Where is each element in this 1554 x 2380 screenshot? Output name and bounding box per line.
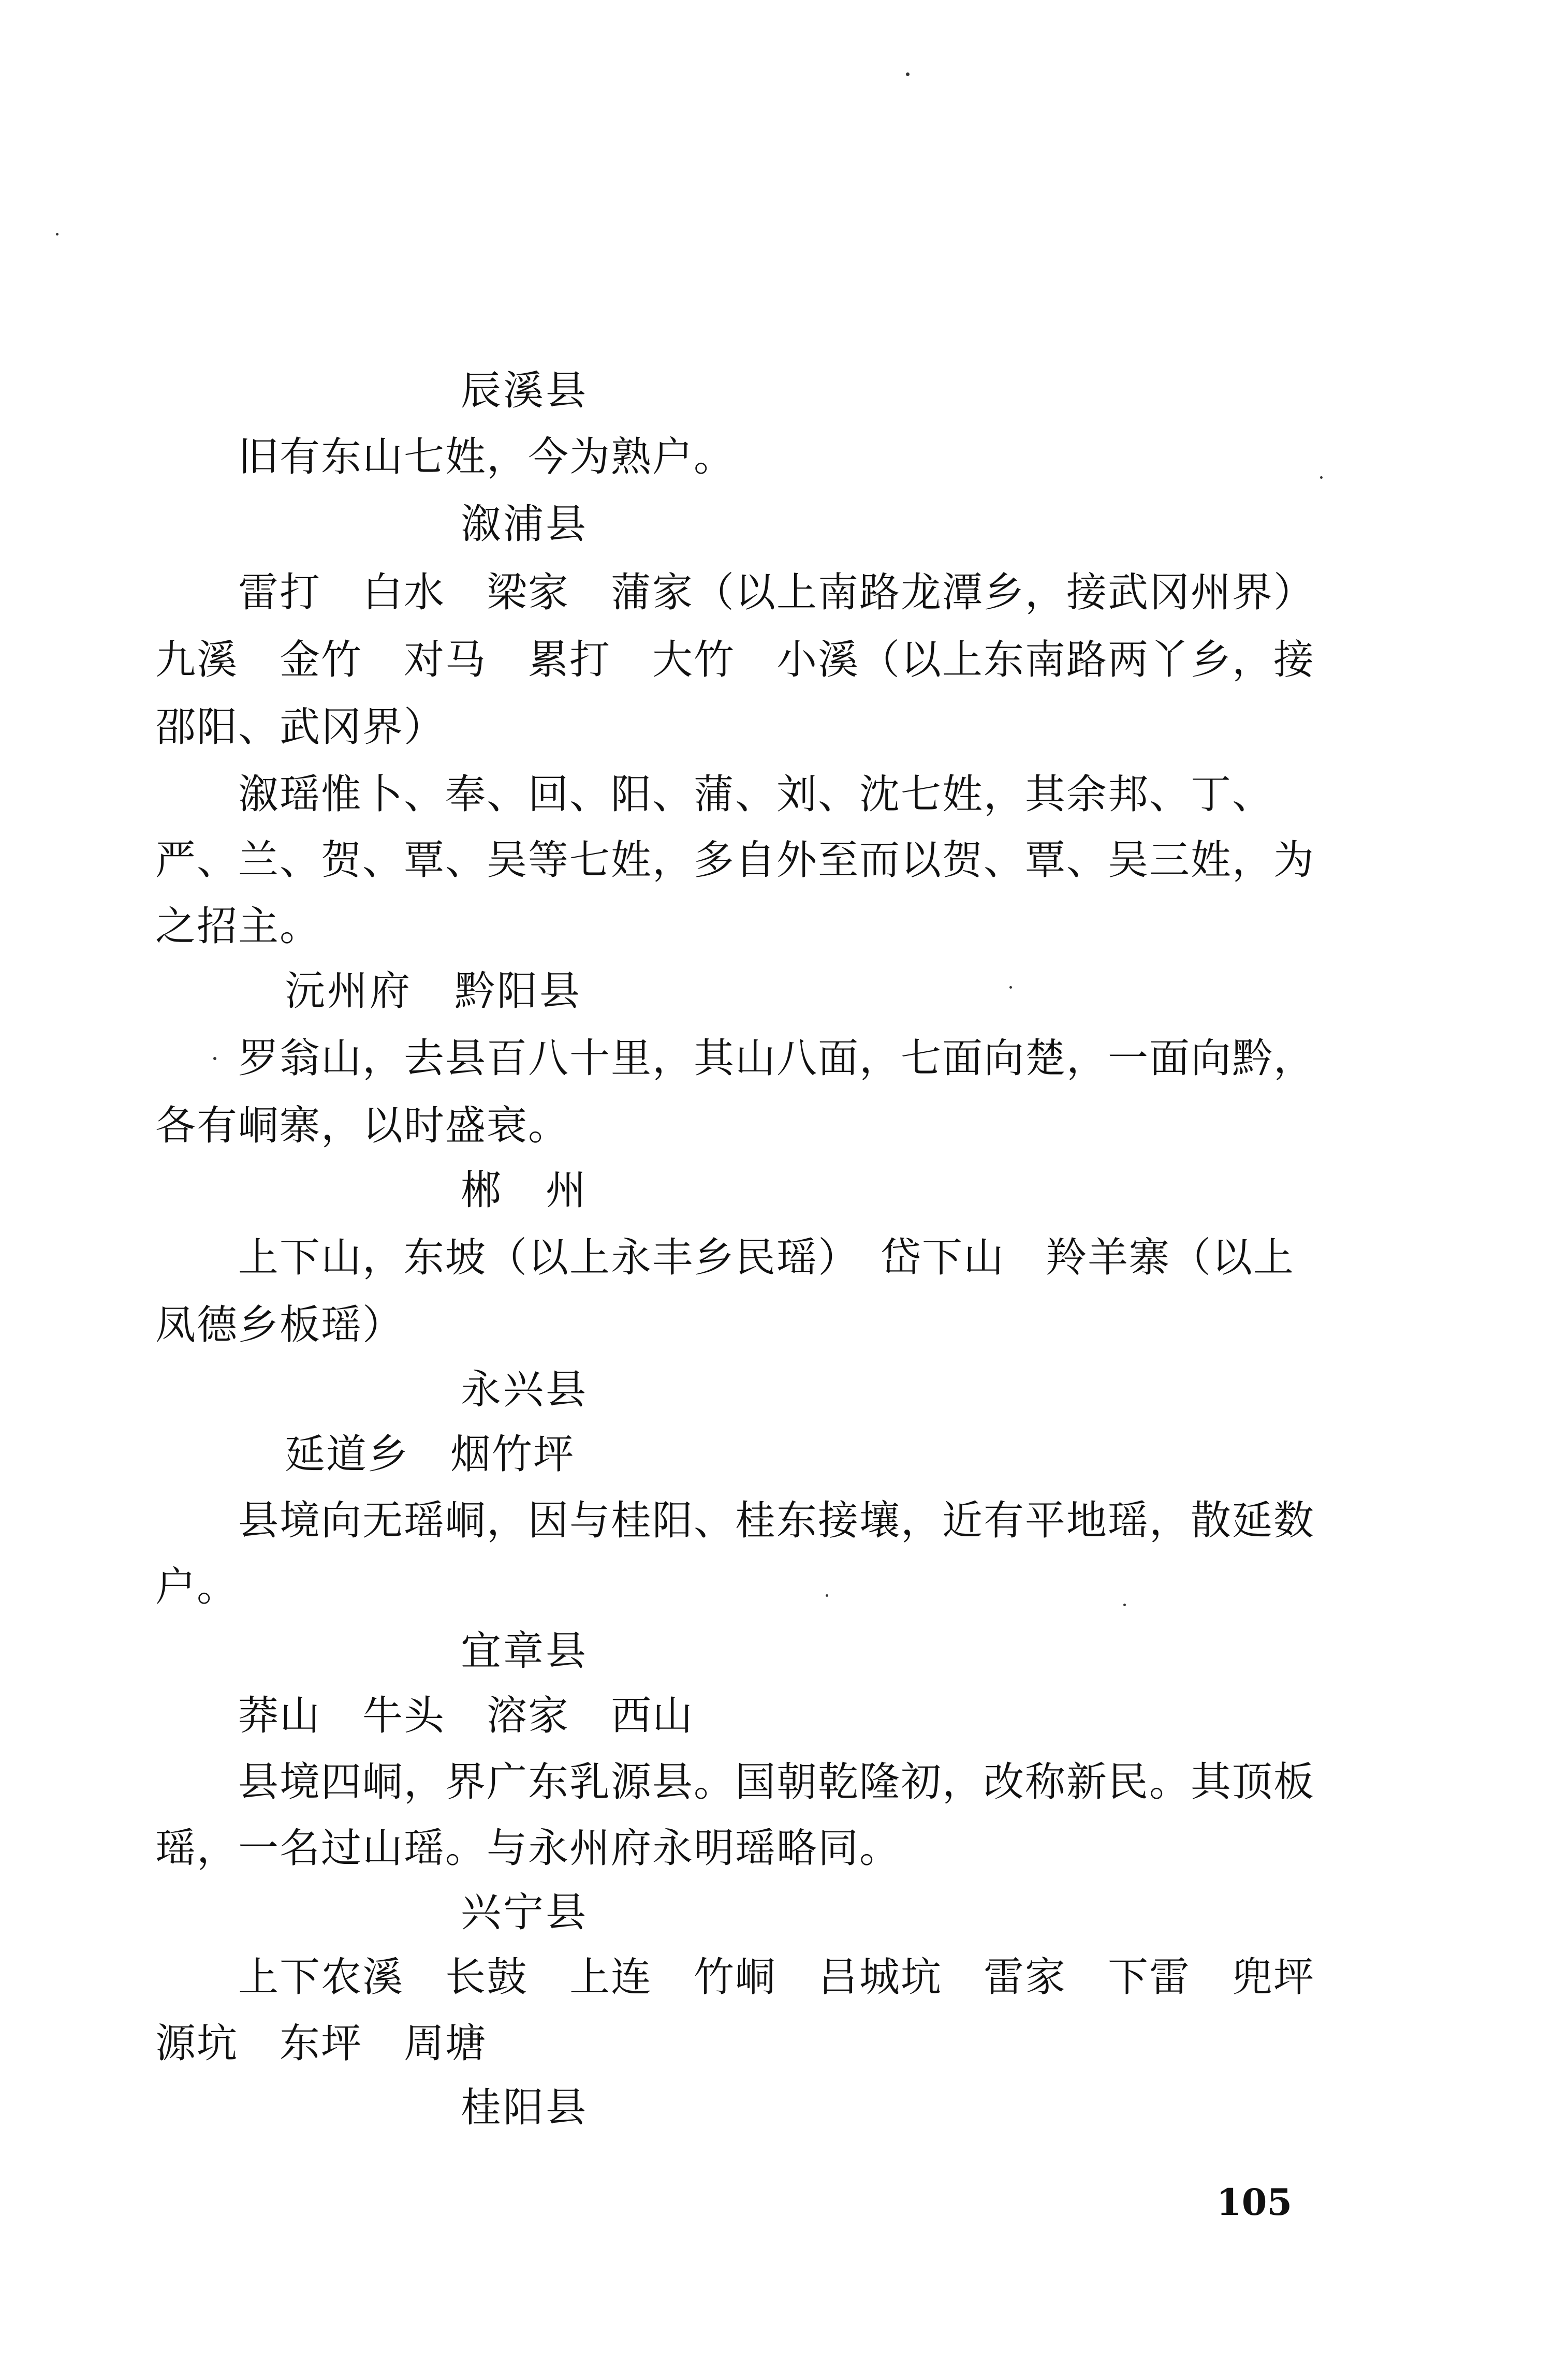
heading-yizhang-county: 宜章县 <box>461 1628 589 1674</box>
paragraph-line: 上下山，东坡（以上永丰乡民瑶） 岱下山 羚羊寨（以上 <box>238 1235 1295 1281</box>
paragraph-line: 上下农溪 长鼓 上连 竹峒 吕城坑 雷家 下雷 兜坪 <box>238 1954 1315 2001</box>
heading-xingning-county: 兴宁县 <box>461 1889 589 1936</box>
paragraph-line: 邵阳、武冈界） <box>155 704 446 751</box>
paragraph-line: 严、兰、贺、覃、吴等七姓，多自外至而以贺、覃、吴三姓，为 <box>155 837 1315 884</box>
paragraph-line: 瑶，一名过山瑶。与永州府永明瑶略同。 <box>155 1825 901 1872</box>
page-number: 105 <box>1216 2181 1293 2224</box>
paragraph-line: 县境向无瑶峒，因与桂阳、桂东接壤，近有平地瑶，散延数 <box>238 1497 1315 1544</box>
paragraph-line: 之招主。 <box>155 903 321 950</box>
scan-speck <box>906 72 910 76</box>
heading-chenxi-county: 辰溪县 <box>461 368 589 414</box>
scan-speck <box>56 233 58 236</box>
scan-speck <box>1320 476 1323 479</box>
paragraph-line: 各有峒寨，以时盛衰。 <box>155 1103 570 1149</box>
paragraph-line: 凤德乡板瑶） <box>155 1302 404 1348</box>
heading-chenzhou: 郴 州 <box>461 1167 589 1214</box>
heading-yongxing-county: 永兴县 <box>461 1367 589 1413</box>
scan-speck <box>826 1594 828 1597</box>
paragraph-line: 溆瑶惟卜、奉、回、阳、蒲、刘、沈七姓，其余邦、丁、 <box>238 771 1274 818</box>
paragraph-line: 延道乡 烟竹坪 <box>285 1431 575 1478</box>
paragraph-line: 源坑 东坪 周塘 <box>155 2020 487 2067</box>
heading-guiyang-county: 桂阳县 <box>461 2084 589 2131</box>
paragraph-line: 户。 <box>155 1564 239 1610</box>
heading-yuanzhou-qianyang: 沅州府 黔阳县 <box>285 968 582 1015</box>
paragraph-line: 罗翁山，去县百八十里，其山八面，七面向楚，一面向黔， <box>238 1035 1315 1082</box>
paragraph-line: 九溪 金竹 对马 累打 大竹 小溪（以上东南路两丫乡，接 <box>155 637 1315 683</box>
scan-speck <box>1123 1604 1126 1606</box>
paragraph-line: 县境四峒，界广东乳源县。国朝乾隆初，改称新民。其顶板 <box>238 1759 1315 1805</box>
scan-speck <box>213 1057 216 1060</box>
paragraph-line: 旧有东山七姓，今为熟户。 <box>238 434 736 480</box>
scan-speck <box>1009 986 1012 989</box>
paragraph-line: 莽山 牛头 溶家 西山 <box>238 1693 694 1739</box>
paragraph-line: 雷打 白水 梁家 蒲家（以上南路龙潭乡，接武冈州界） <box>238 569 1315 616</box>
heading-xupu-county: 溆浦县 <box>461 501 589 548</box>
